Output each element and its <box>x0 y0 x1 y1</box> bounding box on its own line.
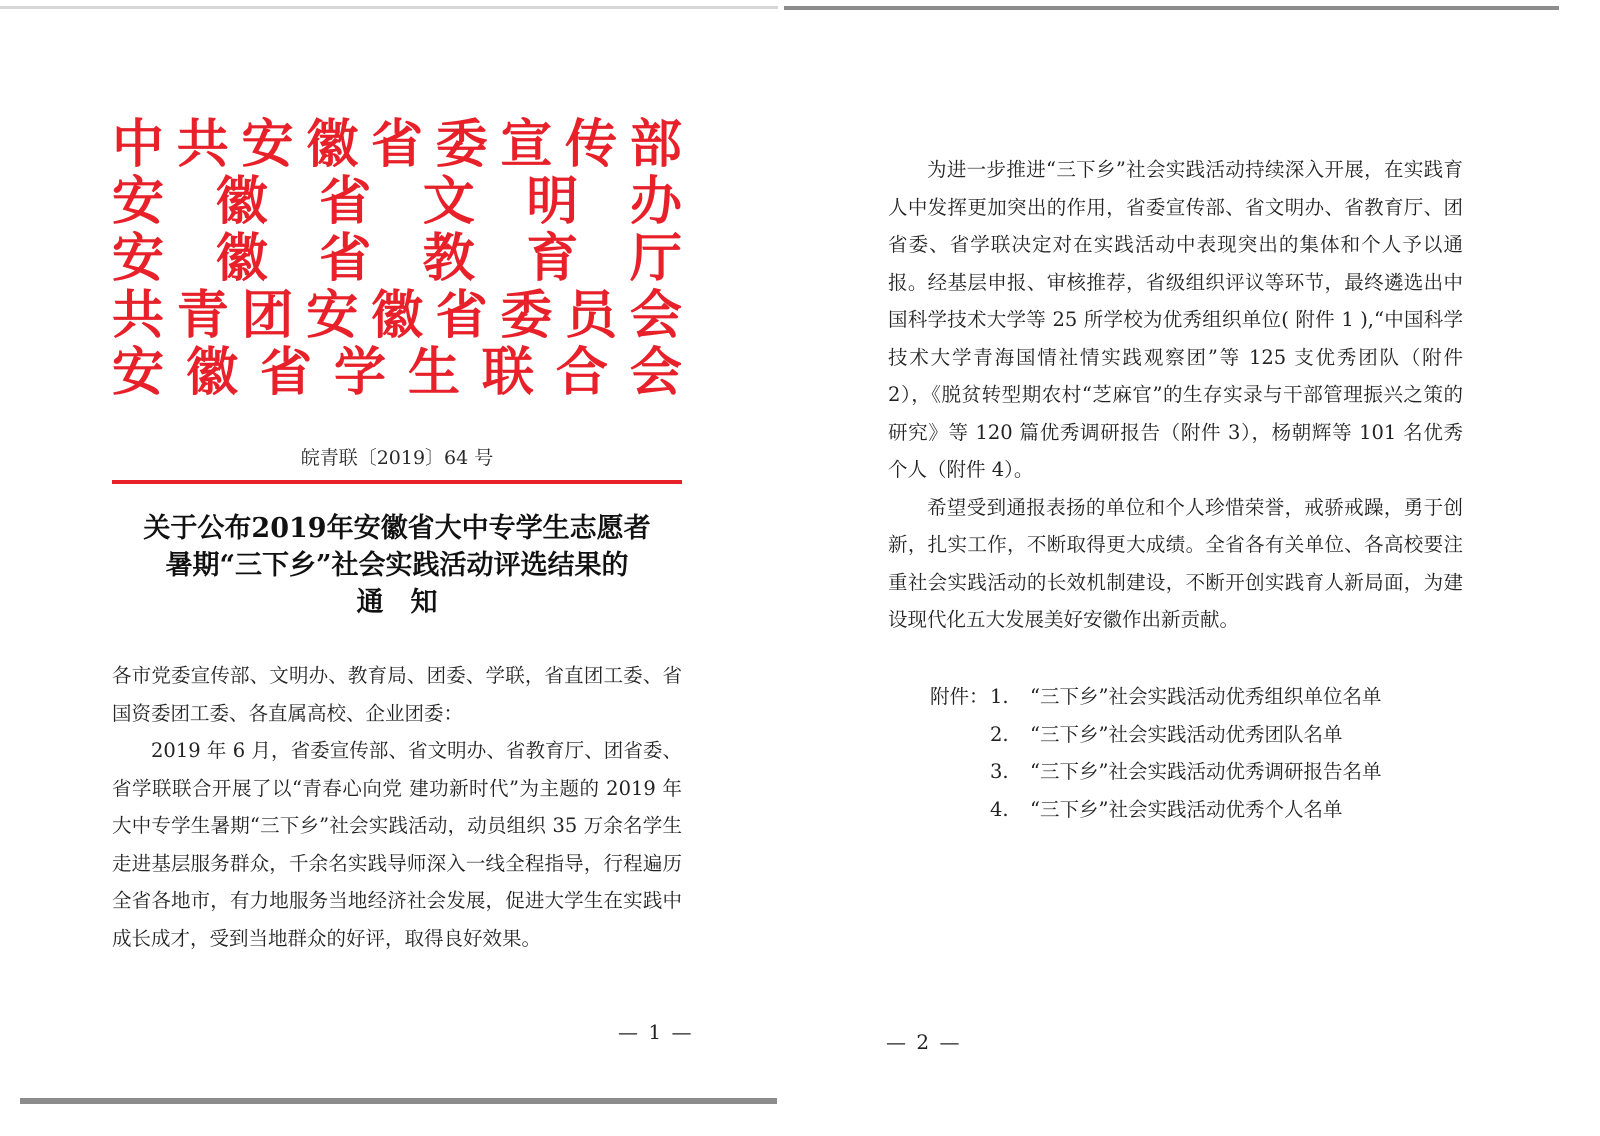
org-char: 省 <box>370 113 423 175</box>
notice-title <box>112 510 682 621</box>
page-1 <box>0 0 790 1136</box>
attachment-number: 3. <box>990 760 1009 783</box>
org-char: 省 <box>435 284 488 346</box>
org-char: 联 <box>481 341 534 403</box>
org-char: 部 <box>629 113 682 175</box>
attachment-number: 1. <box>990 685 1009 708</box>
org-char: 安 <box>306 284 359 346</box>
org-char: 省 <box>319 227 372 289</box>
org-char: 安 <box>112 341 165 403</box>
paragraph-2: 为进一步推进“三下乡”社会实践活动持续深入开展，在实践育人中发挥更加突出的作用，省委宣传部、省文明办、省教育厅、团省委、省学联决定对在实践活动中表现突出的集体和个人予以通报。经基层申报、审核推荐，省级组织评议等环节，最终遴选出中国科学技术大学等 25 所学校为优秀组织单位( 附件 1 ),“中国科学技术大学青海国情社情实践观察团”等 125 支优秀团队（附件 2），《脱贫转型期农村“芝麻官”的生存实录与干部管理振兴之策的研究》等 120 篇优秀调研报告（附件 3），杨朝辉等 101 名优秀个人（附件 4）。 <box>888 158 1463 481</box>
attachment-text: “三下乡”社会实践活动优秀个人名单 <box>1030 797 1343 821</box>
org-char: 委 <box>500 284 553 346</box>
org-char: 文 <box>422 170 475 232</box>
org-row-1 <box>112 113 682 175</box>
attachment-text: “三下乡”社会实践活动优秀组织单位名单 <box>1030 685 1382 708</box>
org-char: 育 <box>526 227 579 289</box>
attachment-text: “三下乡”社会实践活动优秀调研报告名单 <box>1030 760 1382 783</box>
org-char: 明 <box>526 170 579 232</box>
title-line-1: 关于公布2019年安徽省大中专学生志愿者 <box>143 513 651 544</box>
org-row-2 <box>112 170 682 232</box>
attachment-text: “三下乡”社会实践活动优秀团队名单 <box>1030 722 1343 746</box>
org-char: 宣 <box>500 113 553 175</box>
org-char: 生 <box>407 341 460 403</box>
org-char: 安 <box>241 113 294 175</box>
org-row-4 <box>112 284 682 346</box>
attachment-item <box>930 716 1381 754</box>
org-char: 安 <box>112 227 165 289</box>
attachment-item <box>930 678 1381 716</box>
org-char: 徽 <box>306 113 359 175</box>
org-char: 青 <box>176 284 229 346</box>
page1-body <box>112 657 682 957</box>
page-number-1: — 1 — <box>618 1020 694 1044</box>
org-char: 共 <box>112 284 165 346</box>
issuing-organizations <box>112 113 682 403</box>
org-char: 徽 <box>215 227 268 289</box>
document-number: 皖青联〔2019〕64 号 <box>300 447 494 469</box>
org-char: 中 <box>112 113 165 175</box>
attachment-item <box>930 753 1381 791</box>
org-row-5 <box>112 341 682 403</box>
org-char: 徽 <box>185 341 238 403</box>
title-line-2: 暑期“三下乡”社会实践活动评选结果的 <box>165 550 629 581</box>
page2-body <box>888 151 1463 639</box>
attachment-number: 2. <box>990 722 1009 746</box>
page-2 <box>800 0 1600 1136</box>
org-char: 委 <box>435 113 488 175</box>
org-char: 传 <box>565 113 618 175</box>
attachment-number: 4. <box>990 797 1009 821</box>
org-char: 教 <box>422 227 475 289</box>
red-divider <box>112 480 682 484</box>
salutation: 各市党委宣传部、文明办、教育局、团委、学联，省直团工委、省国资委团工委、各直属高校、企业团委： <box>112 664 682 725</box>
org-char: 员 <box>565 284 618 346</box>
org-char: 会 <box>629 341 682 403</box>
attachments-label: 附件： <box>930 685 989 708</box>
org-char: 省 <box>319 170 372 232</box>
org-char: 省 <box>259 341 312 403</box>
org-row-3 <box>112 227 682 289</box>
paragraph-1: 2019 年 6 月，省委宣传部、省文明办、省教育厅、团省委、省学联联合开展了以“青春心向党 建功新时代”为主题的 2019 年大中专学生暑期“三下乡”社会实践活动，动员组织 35 万余名学生走进基层服务群众，千余名实践导师深入一线全程指导，行程遍历全省各地市，有力地服务当地经济社会发展，促进大学生在实践中成长成才，受到当地群众的好评，取得良好效果。 <box>112 739 682 950</box>
title-line-3: 通 知 <box>356 587 438 618</box>
attachments-list <box>930 678 1381 828</box>
org-char: 合 <box>555 341 608 403</box>
org-char: 办 <box>629 170 682 232</box>
page-number-2: — 2 — <box>886 1030 962 1054</box>
org-char: 团 <box>241 284 294 346</box>
org-char: 安 <box>112 170 165 232</box>
org-char: 厅 <box>629 227 682 289</box>
org-char: 会 <box>629 284 682 346</box>
attachment-item <box>930 791 1381 829</box>
org-char: 徽 <box>215 170 268 232</box>
org-char: 共 <box>176 113 229 175</box>
org-char: 学 <box>333 341 386 403</box>
org-char: 徽 <box>370 284 423 346</box>
paragraph-3: 希望受到通报表扬的单位和个人珍惜荣誉，戒骄戒躁，勇于创新，扎实工作，不断取得更大成绩。全省各有关单位、各高校要注重社会实践活动的长效机制建设，不断开创实践育人新局面，为建设现代化五大发展美好安徽作出新贡献。 <box>888 495 1463 631</box>
